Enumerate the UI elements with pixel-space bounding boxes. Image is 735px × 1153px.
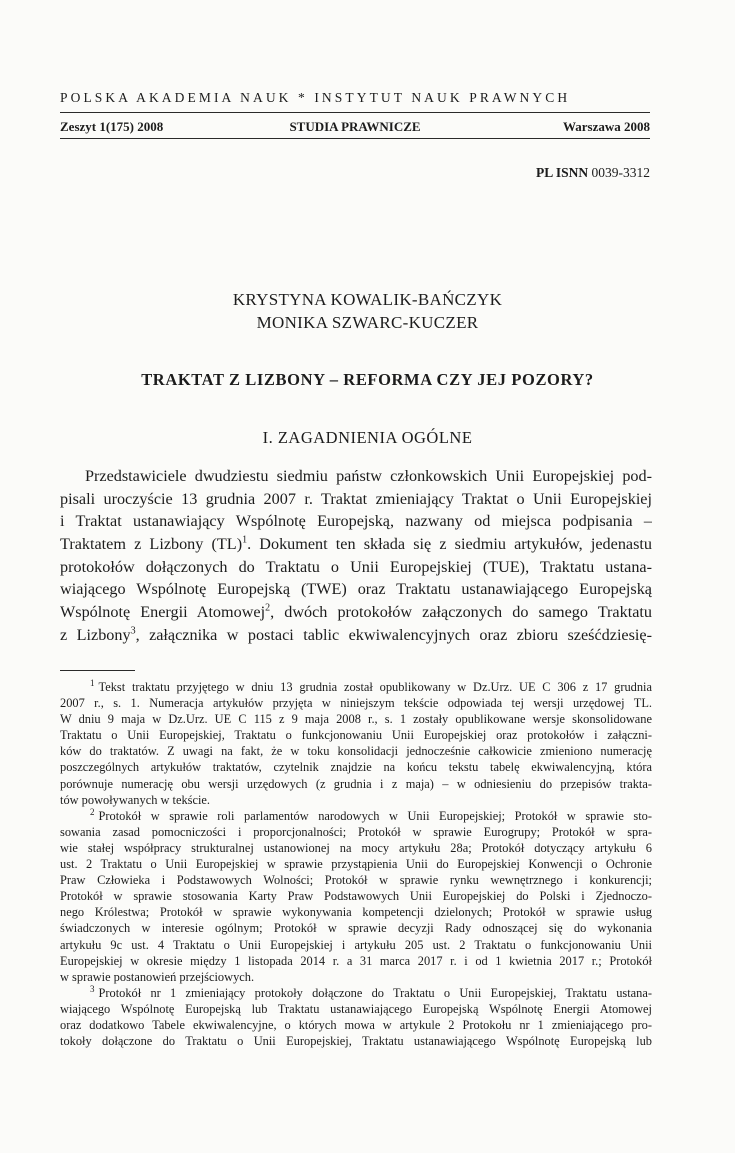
header-rule-bottom — [60, 138, 650, 139]
footnote-ref: 3 — [130, 625, 136, 637]
body-text-segment: Wspólnotę Energii Atomowej — [60, 603, 266, 622]
body-line — [60, 533, 652, 556]
footnote-line — [60, 679, 652, 695]
body-line: wiającego Wspólnotę Europejską (TWE) oraz Traktatu ustanawiającego Europejską — [60, 580, 652, 599]
body-text-segment: z Lizbony — [60, 625, 131, 644]
footnote-separator — [60, 670, 135, 671]
footnote-line: wie stałej współpracy strukturalnej ustanowionej na mocy artykułu 28a; Protokół dotyczący artykułu 6 — [60, 840, 652, 855]
body-text-segment: , dwóch protokołów załączonych do samego Traktatu — [270, 603, 652, 622]
author-name: KRYSTYNA KOWALIK-BAŃCZYK — [232, 290, 503, 309]
footnote-number: 2 — [90, 807, 95, 817]
body-text-segment: , załącznika w postaci tablic ekwiwalencyjnych oraz zbioru sześćdziesię- — [135, 625, 652, 644]
footnote-number: 1 — [90, 679, 95, 688]
journal-name: STUDIA PRAWNICZE — [289, 119, 421, 134]
author-name: MONIKA SZWARC-KUCZER — [256, 313, 479, 332]
footnote-line: w sprawie postanowień przejściowych. — [60, 969, 255, 984]
issue-number: Zeszyt 1(175) 2008 — [60, 119, 164, 134]
body-line: pisali uroczyście 13 grudnia 2007 r. Traktat zmieniający Traktat o Unii Europejskiej — [60, 489, 652, 508]
footnote-line: Praw Człowieka i Podstawowych Wolności; Protokół w sprawie rynku wewnętrznego i konkurencji; — [60, 873, 652, 888]
institute-header: POLSKA AKADEMIA NAUK * INSTYTUT NAUK PRAWNYCH — [60, 90, 571, 105]
authors — [0, 288, 735, 334]
footnote-text: Protokół nr 1 zmieniający protokoły dołączone do Traktatu o Unii Europejskiej, Traktatu ustana- — [98, 985, 652, 1000]
issn-value: 0039-3312 — [591, 165, 650, 180]
body-text-segment: Traktatem z Lizbony (TL) — [60, 535, 243, 554]
body-paragraph — [60, 465, 652, 647]
issn-label: PL ISNN — [535, 165, 589, 180]
footnote-ref: 1 — [242, 534, 248, 546]
footnote-line — [60, 985, 652, 1001]
body-line — [60, 624, 652, 647]
footnote-line: artykułu 9c ust. 4 Traktatu o Unii Europejskiej i artykułu 205 ust. 2 Traktatu o funkcjonowaniu Unii — [60, 937, 652, 952]
footnote-line: nego Królestwa; Protokół w sprawie wykonywania kompetencji dzielonych; Protokół w sprawie usług — [60, 905, 652, 920]
footnote-line: wiającego Wspólnotę Europejską lub Traktatu ustanawiającego Europejską Wspólnotę Energii Atomowej — [60, 1001, 652, 1016]
issn — [536, 165, 650, 181]
footnote-line: świadczonych w interesie ogólnym; Protokół w sprawie decyzji Rady odnoszącej się do wykonania — [60, 921, 652, 936]
footnote-text: Protokół w sprawie roli parlamentów narodowych w Unii Europejskiej; Protokół w sprawie sto- — [98, 808, 652, 823]
article-title: TRAKTAT Z LIZBONY – REFORMA CZY JEJ POZORY? — [141, 370, 594, 389]
footnote-number: 3 — [90, 984, 95, 994]
footnote-line — [60, 808, 652, 824]
place-year: Warszawa 2008 — [562, 119, 650, 134]
section-heading: I. ZAGADNIENIA OGÓLNE — [262, 428, 473, 447]
footnote-line: oraz dodatkowo Tabele ekwiwalencyjne, o których mowa w artykule 2 Protokołu nr 1 zmieniającego pro- — [60, 1017, 652, 1032]
footnote-line: porównuje numerację obu wersji urzędowych (z grudnia i z maja) – w odniesieniu do przepisów trakta- — [60, 776, 652, 791]
footnote-line: 2007 r., s. 1. Numeracja artykułów przyjęta w niniejszym tekście odpowiada tej wersji urzędowej TL. — [60, 696, 652, 711]
footnote-3 — [60, 985, 652, 1049]
footnote-2 — [60, 808, 652, 985]
footnote-1 — [60, 679, 652, 808]
body-line: Przedstawiciele dwudziestu siedmiu państw członkowskich Unii Europejskiej pod- — [85, 467, 652, 485]
footnote-line: Traktatu o Unii Europejskiej, Traktatu o funkcjonowaniu Unii Europejskiej oraz protokołów i załączni- — [60, 728, 652, 743]
footnote-text: Tekst traktatu przyjętego w dniu 13 grudnia został opublikowany w Dz.Urz. UE C 306 z 17 grudnia — [98, 680, 652, 694]
footnotes — [60, 679, 652, 1049]
body-line — [60, 601, 652, 624]
footnote-ref: 2 — [265, 602, 271, 614]
footnote-line: ków do traktatów. Z uwagi na fakt, że w toku konsolidacji jednocześnie całkowicie zmieniono numerację — [60, 744, 652, 759]
footnote-line: W dniu 9 maja w Dz.Urz. UE C 115 z 9 maja 2008 r., s. 1 zostały opublikowane wersje skonsolidowane — [60, 712, 652, 727]
footnote-line: tokoły dołączone do Traktatu o Unii Europejskiej, Traktatu ustanawiającego Wspólnotę Europejską lub — [60, 1034, 652, 1049]
body-text-segment: . Dokument ten składa się z siedmiu artykułów, jedenastu — [247, 535, 652, 554]
footnote-line: Protokół w sprawie stosowania Karty Praw Podstawowych Unii Europejskiej do Polski i Zjednoczo- — [60, 889, 652, 904]
body-line: i Traktat ustanawiający Wspólnotę Europejską, nazwany od miejsca podpisania – — [60, 512, 652, 531]
footnote-line: ust. 2 Traktatu o Unii Europejskiej w sprawie przystąpienia Unii do Europejskiej Konwencji o Ochronie — [60, 857, 652, 872]
footnote-line: sowania zasad pomocniczości i proporcjonalności; Protokół w sprawie Eurogrupy; Protokół w spra- — [60, 824, 652, 839]
header-rule-top — [60, 112, 650, 113]
footnote-line: tów powoływanych w tekście. — [60, 792, 211, 807]
footnote-line: poszczególnych artykułów traktatów, czytelnik znajdzie na końcu tekstu tabelę ekwiwalencyjną, która — [60, 760, 652, 775]
footnote-line: Europejskiej w okresie między 1 listopada 2014 r. a 31 marca 2017 r. i od 1 kwietnia 2017 r.; Protokół — [60, 953, 652, 968]
body-line: protokołów dołączonych do Traktatu o Unii Europejskiej (TUE), Traktatu ustana- — [60, 557, 652, 576]
